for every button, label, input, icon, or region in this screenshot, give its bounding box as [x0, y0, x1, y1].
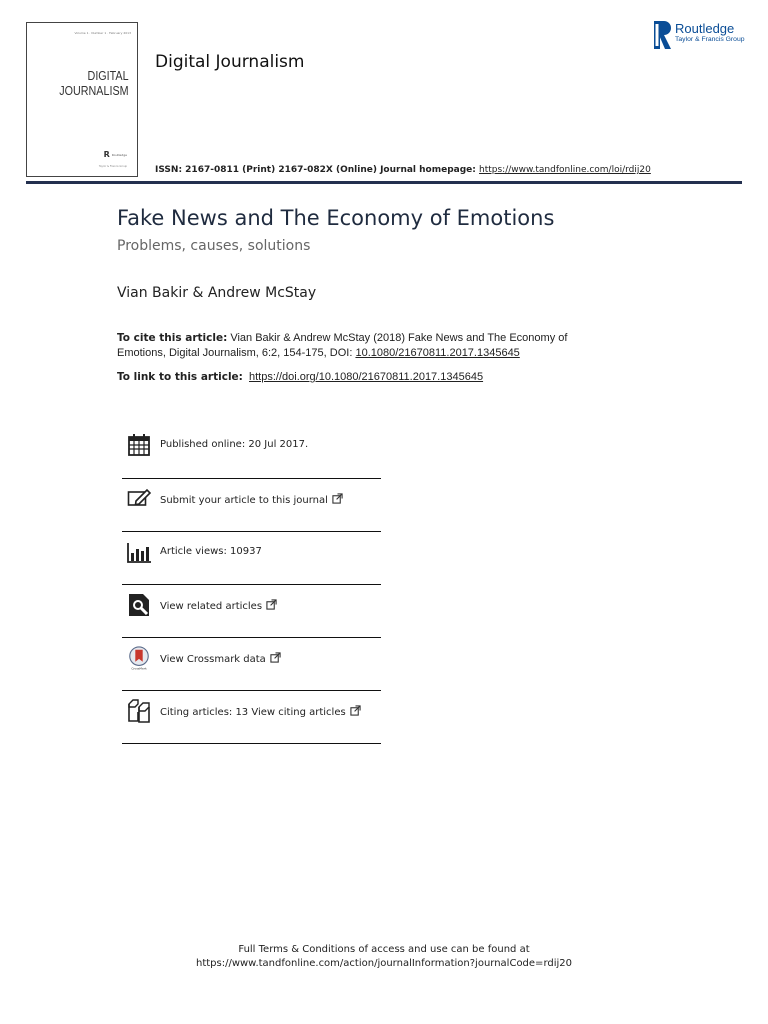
article-title: Fake News and The Economy of Emotions [117, 206, 555, 230]
external-link-icon [270, 652, 281, 663]
calendar-icon [127, 433, 151, 457]
routledge-r-icon [654, 21, 671, 49]
cover-publisher-sub: Taylor & Francis Group [98, 165, 127, 168]
external-link-icon [266, 599, 277, 610]
footer-line1: Full Terms & Conditions of access and use can be found at [238, 944, 530, 955]
article-info-list [122, 425, 381, 744]
submit-article-link[interactable]: Submit your article to this journal [160, 493, 343, 506]
journal-homepage-link[interactable]: https://www.tandfonline.com/loi/rdij20 [479, 165, 651, 175]
header-divider [26, 181, 742, 184]
link-block [117, 371, 483, 383]
edit-icon [127, 487, 151, 511]
external-link-icon [332, 493, 343, 504]
crossmark-icon [127, 646, 151, 670]
routledge-logo [654, 21, 745, 49]
article-authors: Vian Bakir & Andrew McStay [117, 285, 317, 301]
citing-articles-icon [127, 699, 151, 723]
submit-article-row[interactable] [122, 479, 381, 532]
doi-link[interactable]: 10.1080/21670811.2017.1345645 [355, 347, 520, 359]
bar-chart-icon [127, 540, 151, 564]
link-label: To link to this article: [117, 371, 243, 383]
journal-cover [26, 22, 138, 177]
cover-publisher-logo: R Routledge [103, 150, 127, 159]
article-views-row [122, 532, 381, 585]
article-subtitle: Problems, causes, solutions [117, 238, 311, 254]
citation-block [117, 331, 617, 361]
citation-text: Vian Bakir & Andrew McStay (2018) Fake News and The Economy of Emotions, Digital Journalism, 6:2, 154-175, DOI: [117, 332, 568, 359]
citation-label: To cite this article: [117, 332, 228, 344]
search-document-icon [127, 593, 151, 617]
cover-title: DIGITAL JOURNALISM [59, 69, 129, 98]
external-link-icon [350, 705, 361, 716]
published-online-row [122, 425, 381, 479]
article-url-link[interactable]: https://doi.org/10.1080/21670811.2017.1345645 [249, 371, 484, 383]
article-views-text: Article views: 10937 [160, 546, 262, 557]
svg-text:CrossMark: CrossMark [131, 666, 147, 670]
journal-name: Digital Journalism [155, 52, 305, 72]
footer-terms [0, 943, 768, 971]
footer-terms-link[interactable]: https://www.tandfonline.com/action/journalInformation?journalCode=rdij20 [195, 958, 573, 969]
citing-articles-row[interactable] [122, 691, 381, 744]
view-crossmark-link[interactable]: View Crossmark data [160, 652, 281, 665]
published-online-text: Published online: 20 Jul 2017. [160, 439, 309, 450]
routledge-r-icon: R [103, 150, 110, 159]
issn-line: ISSN: 2167-0811 (Print) 2167-082X (Online) Journal homepage: https://www.tandfonline.com/loi/rdij20 [155, 165, 651, 175]
related-articles-row[interactable] [122, 585, 381, 638]
publisher-name: Routledge [675, 21, 735, 36]
view-citing-articles-link[interactable]: Citing articles: 13 View citing articles [160, 705, 361, 718]
view-related-articles-link[interactable]: View related articles [160, 599, 277, 612]
publisher-group: Taylor & Francis Group [675, 36, 745, 43]
cover-meta: Volume 1 · Number 1 · February 2013 [74, 31, 131, 35]
crossmark-row[interactable] [122, 638, 381, 691]
